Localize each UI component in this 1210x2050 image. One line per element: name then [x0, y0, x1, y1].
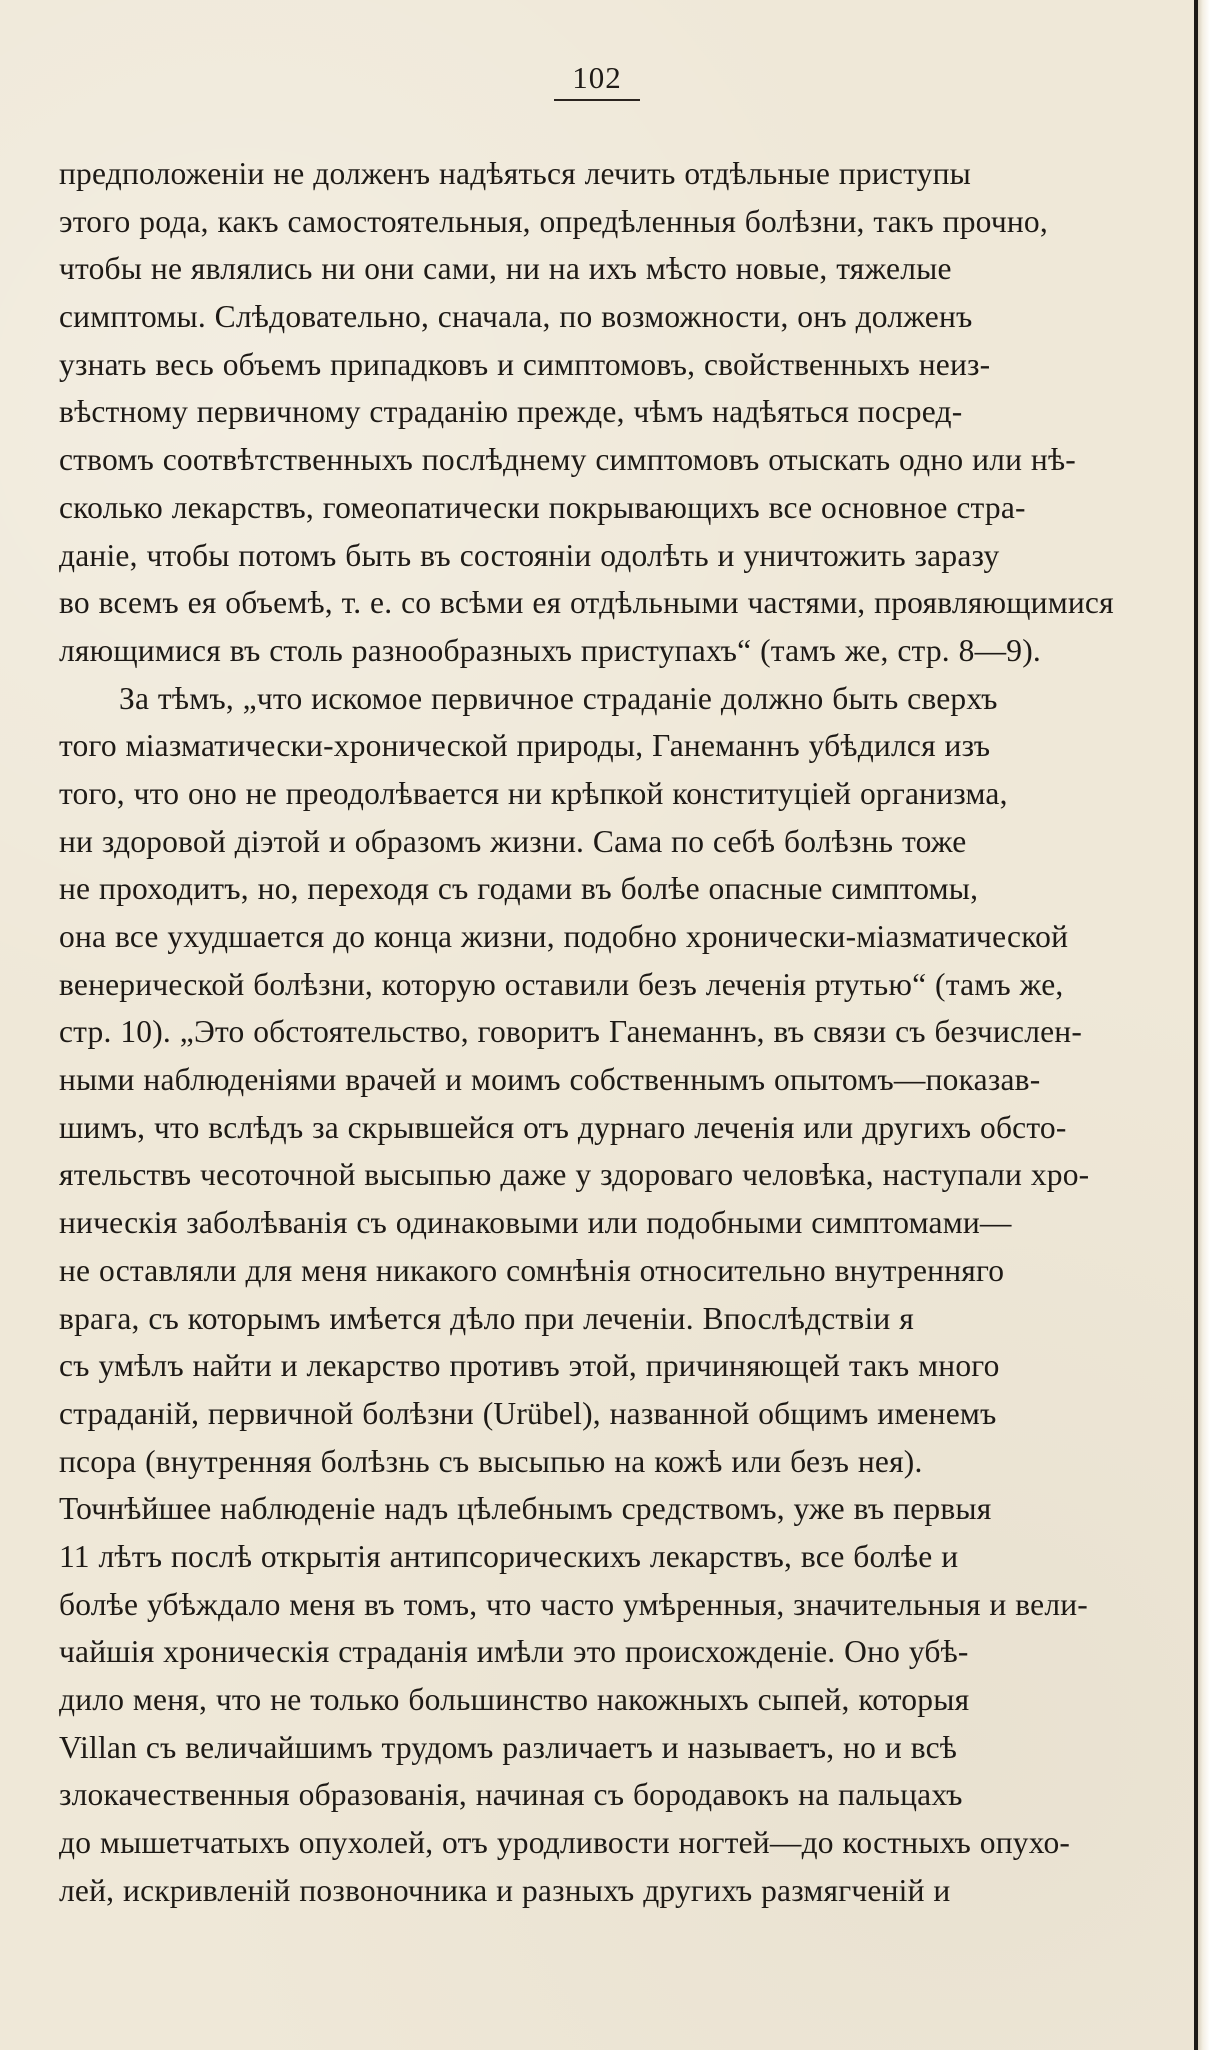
text-line: симптомы. Слѣдовательно, сначала, по возможности, онъ долженъ	[59, 299, 973, 335]
text-line: сколько лекарствъ, гомеопатически покрывающихъ все основное стра-	[59, 489, 1026, 525]
text-line: ляющимися въ столь разнообразныхъ приступахъ“ (тамъ же, стр. 8—9).	[59, 632, 1042, 668]
text-line: дило меня, что не только большинство накожныхъ сыпей, которыя	[59, 1682, 970, 1717]
text-line: болѣе убѣждало меня въ томъ, что часто умѣренныя, значительныя и вели-	[59, 1586, 1088, 1622]
text-line: ятельствъ чесоточной высыпью даже у здороваго человѣка, наступали хро-	[59, 1157, 1090, 1193]
text-line: шимъ, что вслѣдъ за скрывшейся отъ дурнаго леченія или другихъ обсто-	[59, 1109, 1067, 1145]
text-line: не оставляли для меня никакого сомнѣнія относительно внутренняго	[59, 1252, 1005, 1288]
text-line: не проходитъ, но, переходя съ годами въ болѣе опасные симптомы,	[59, 871, 979, 907]
text-line: чайшія хроническія страданія имѣли это происхожденіе. Оно убѣ-	[59, 1634, 969, 1670]
page-header	[0, 62, 1194, 101]
text-line: венерической болѣзни, которую оставили безъ леченія ртутью“ (тамъ же,	[59, 966, 1064, 1002]
text-line: ствомъ соотвѣтственныхъ послѣднему симптомовъ отыскать одно или нѣ-	[59, 442, 1076, 478]
text-line: этого рода, какъ самостоятельныя, опредѣленныя болѣзни, такъ прочно,	[59, 203, 1048, 239]
text-line: она все ухудшается до конца жизни, подобно хронически-міазматической	[59, 919, 1069, 954]
text-line: псора (внутренняя болѣзнь съ высыпью на кожѣ или безъ нея).	[59, 1443, 923, 1479]
text-line: съ умѣлъ найти и лекарство противъ этой, причиняющей такъ много	[59, 1348, 1000, 1384]
text-line: предположеніи не долженъ надѣяться лечить отдѣльные приступы	[59, 156, 971, 191]
text-line: вѣстному первичному страданію прежде, чѣмъ надѣяться посред-	[59, 394, 963, 430]
page-edge	[1194, 0, 1210, 2050]
text-line: чтобы не являлись ни они сами, ни на ихъ мѣсто новые, тяжелые	[59, 251, 952, 287]
text-line: Точнѣйшее наблюденіе надъ цѣлебнымъ средствомъ, уже въ первыя	[59, 1491, 992, 1527]
text-line: ническія заболѣванія съ одинаковыми или подобными симптомами—	[59, 1205, 1012, 1241]
page-body	[59, 150, 1172, 1914]
text-line: 11 лѣтъ послѣ открытія антипсорическихъ лекарствъ, все болѣе и	[59, 1538, 959, 1574]
text-line: страданій, первичной болѣзни (Urübel), названной общимъ именемъ	[59, 1395, 997, 1431]
text-line: ни здоровой діэтой и образомъ жизни. Сама по себѣ болѣзнь тоже	[59, 823, 967, 859]
text-line: Villan съ величайшимъ трудомъ различаетъ и называетъ, но и всѣ	[59, 1729, 958, 1765]
text-line: во всемъ ея объемѣ, т. е. со всѣми ея отдѣльными частями, проявляющимися	[59, 585, 1114, 621]
text-line: даніе, чтобы потомъ быть въ состояніи одолѣть и уничтожить заразу	[59, 537, 1000, 573]
text-line: того, что оно не преодолѣвается ни крѣпкой конституціей организма,	[59, 775, 1008, 811]
text-line: злокачественныя образованія, начиная съ бородавокъ на пальцахъ	[59, 1777, 963, 1813]
text-line: За тѣмъ, „что искомое первичное страданіе должно быть сверхъ	[119, 680, 998, 716]
text-line: того міазматически-хронической природы, Ганеманнъ убѣдился изъ	[59, 728, 991, 764]
text-line: лей, искривленій позвоночника и разныхъ другихъ размягченій и	[59, 1872, 951, 1908]
text-line: ными наблюденіями врачей и моимъ собственнымъ опытомъ—показав-	[59, 1062, 1041, 1098]
text-line: стр. 10). „Это обстоятельство, говоритъ Ганеманнъ, въ связи съ безчислен-	[59, 1014, 1083, 1050]
text-line: узнать весь объемъ припадковъ и симптомовъ, свойственныхъ неиз-	[59, 346, 991, 382]
text-line: врага, съ которымъ имѣется дѣло при леченіи. Впослѣдствіи я	[59, 1300, 914, 1336]
page-number: 102	[554, 62, 640, 101]
text-line: до мышетчатыхъ опухолей, отъ уродливости ногтей—до костныхъ опухо-	[59, 1825, 1071, 1861]
